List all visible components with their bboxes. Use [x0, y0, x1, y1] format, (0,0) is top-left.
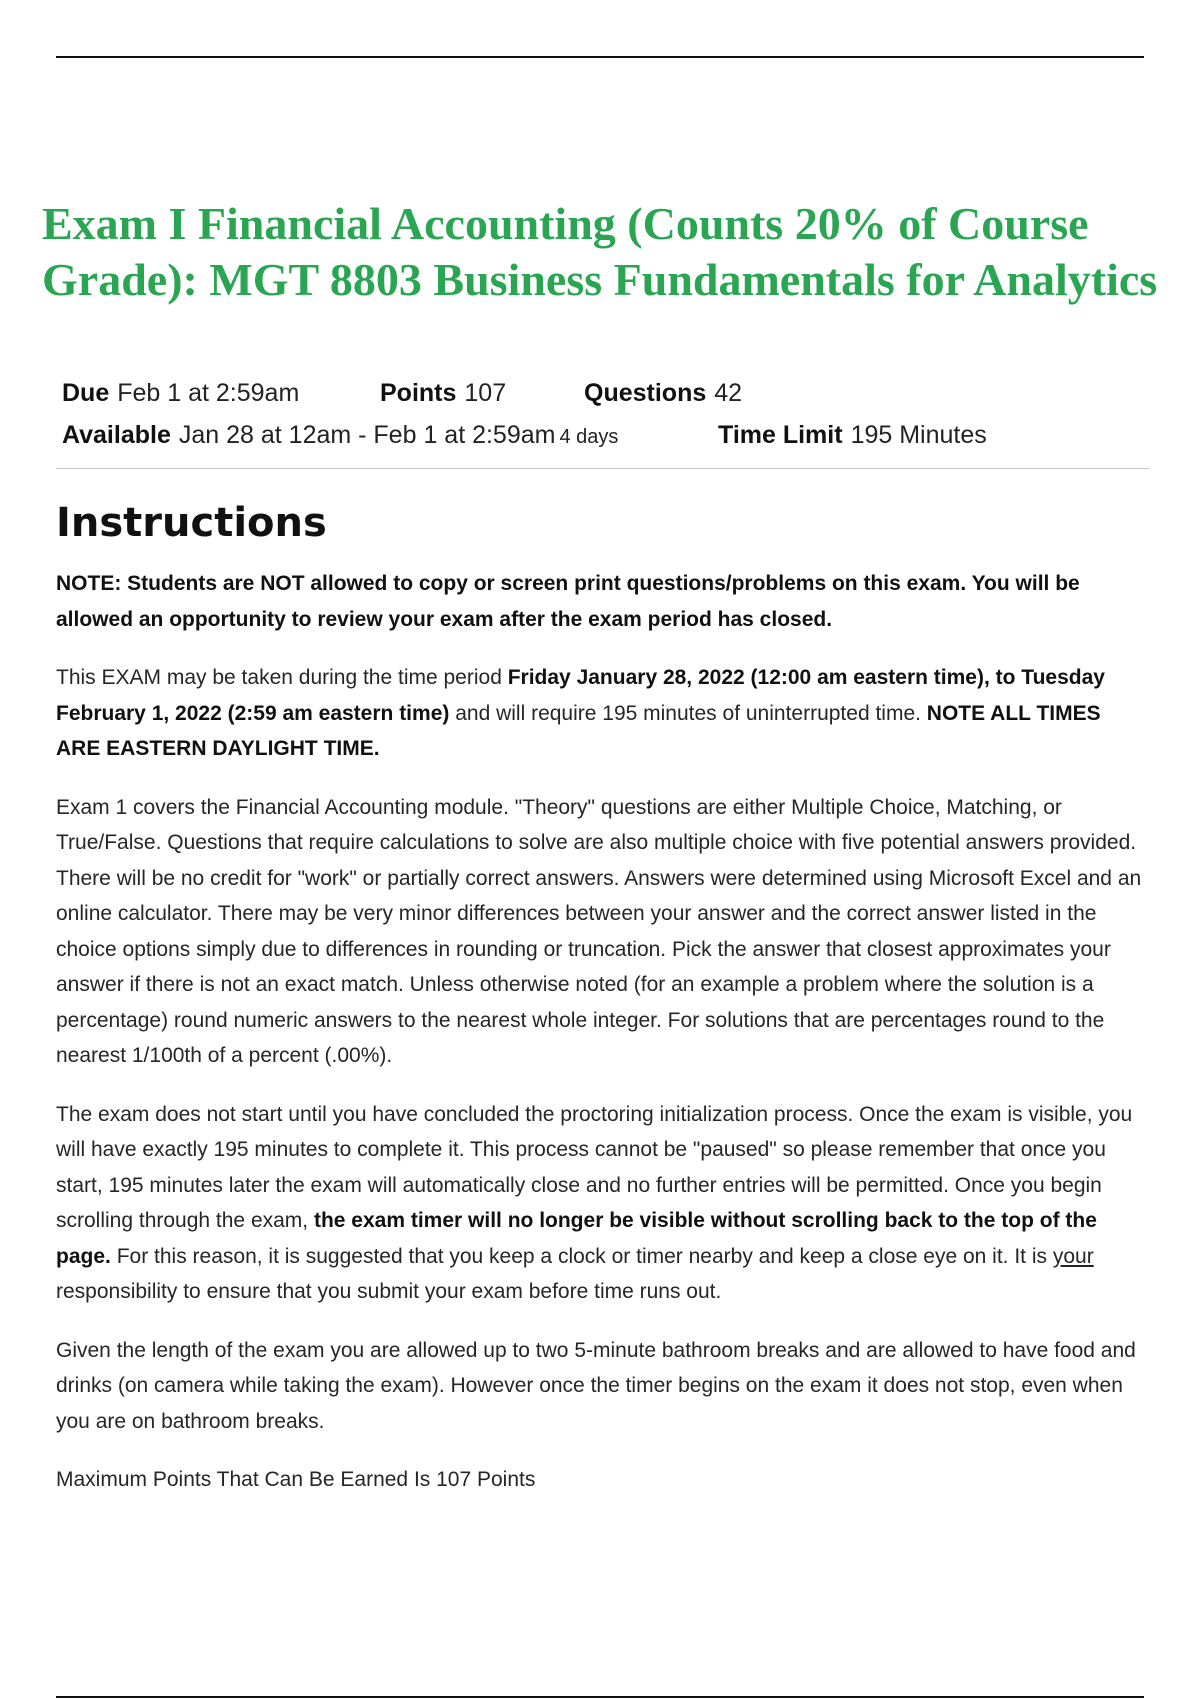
timer-text-1: The exam does not start until you have concluded the proctoring initialization process. Once the exam is visible, you will have exactly 195 minutes to complete it. This process cannot be "paused" so please remember that once you start, 195 minutes later the exam will automatically close and no further entries will be permitted. Once you begin scrolling through the exam, — [56, 1102, 1133, 1232]
timer-text-2: For this reason, it is suggested that you keep a clock or timer nearby and keep a close eye on it. It is — [110, 1244, 1053, 1268]
available-label: Available — [62, 421, 171, 449]
questions-label: Questions — [584, 379, 707, 407]
questions-value: 42 — [714, 379, 743, 407]
exam-period-duration: and will require 195 minutes of uninterrupted time. — [449, 701, 927, 725]
questions-info — [584, 378, 742, 408]
time-limit-label: Time Limit — [718, 421, 843, 449]
timer-text-3: responsibility to ensure that you submit your exam before time runs out. — [56, 1280, 722, 1303]
copy-restriction-note: NOTE: Students are NOT allowed to copy or screen print questions/problems on this exam. You will be allowed an opportunity to review your exam after the exam period has closed. — [56, 572, 1080, 631]
timer-warning: the exam timer will no longer be visible without scrolling back to the top of the page. — [56, 1209, 1097, 1268]
points-label: Points — [380, 379, 457, 407]
due-label: Due — [62, 379, 110, 407]
instructions-heading: Instructions — [56, 500, 327, 546]
exam-period-intro: This EXAM may be taken during the time period — [56, 666, 508, 689]
available-duration: 4 days — [559, 426, 619, 448]
points-value: 107 — [464, 379, 507, 407]
top-rule — [56, 56, 1144, 58]
exam-coverage-paragraph: Exam 1 covers the Financial Accounting module. "Theory" questions are either Multiple Choice, Matching, or True/False. Questions that require calculations to solve are also multiple choice with five potential answers provided. There will be no credit for "work" or partially correct answers. Answers were determined using Microsoft Excel and an online calculator. There may be very minor differences between your answer and the correct answer listed in the choice options simply due to differences in rounding or truncation. Pick the answer that closest approximates your answer if there is not an exact match. Unless otherwise noted (for an example a problem where the solution is a percentage) round numeric answers to the nearest whole integer. For solutions that are percentages round to the nearest 1/100th of a percent (.00%). — [56, 795, 1142, 1067]
instructions-body — [56, 566, 1150, 1521]
exam-timer-paragraph — [56, 1097, 1150, 1310]
your-emphasis: your — [1052, 1244, 1094, 1268]
exam-period-dates: Friday January 28, 2022 (12:00 am eastern time), to Tuesday February 1, 2022 (2:59 am eastern time) — [56, 666, 1105, 725]
meta-divider — [56, 468, 1150, 469]
available-value: Jan 28 at 12am - Feb 1 at 2:59am — [178, 421, 556, 449]
time-limit-info — [718, 420, 987, 450]
due-value: Feb 1 at 2:59am — [117, 379, 300, 407]
time-limit-value: 195 Minutes — [850, 421, 987, 449]
timezone-note: NOTE ALL TIMES ARE EASTERN DAYLIGHT TIME. — [56, 701, 1101, 760]
exam-period-paragraph — [56, 660, 1150, 767]
available-info — [62, 420, 618, 452]
due-info — [62, 378, 299, 408]
bottom-rule — [56, 1696, 1144, 1698]
breaks-paragraph: Given the length of the exam you are allowed up to two 5-minute bathroom breaks and are allowed to have food and drinks (on camera while taking the exam). However once the timer begins on the exam it does not stop, even when you are on bathroom breaks. — [56, 1338, 1136, 1433]
max-points-paragraph: Maximum Points That Can Be Earned Is 107 Points — [56, 1468, 536, 1491]
exam-title: Exam I Financial Accounting (Counts 20% of Course Grade): MGT 8803 Business Fundamentals for Analytics — [42, 198, 1158, 305]
points-info — [380, 378, 506, 408]
